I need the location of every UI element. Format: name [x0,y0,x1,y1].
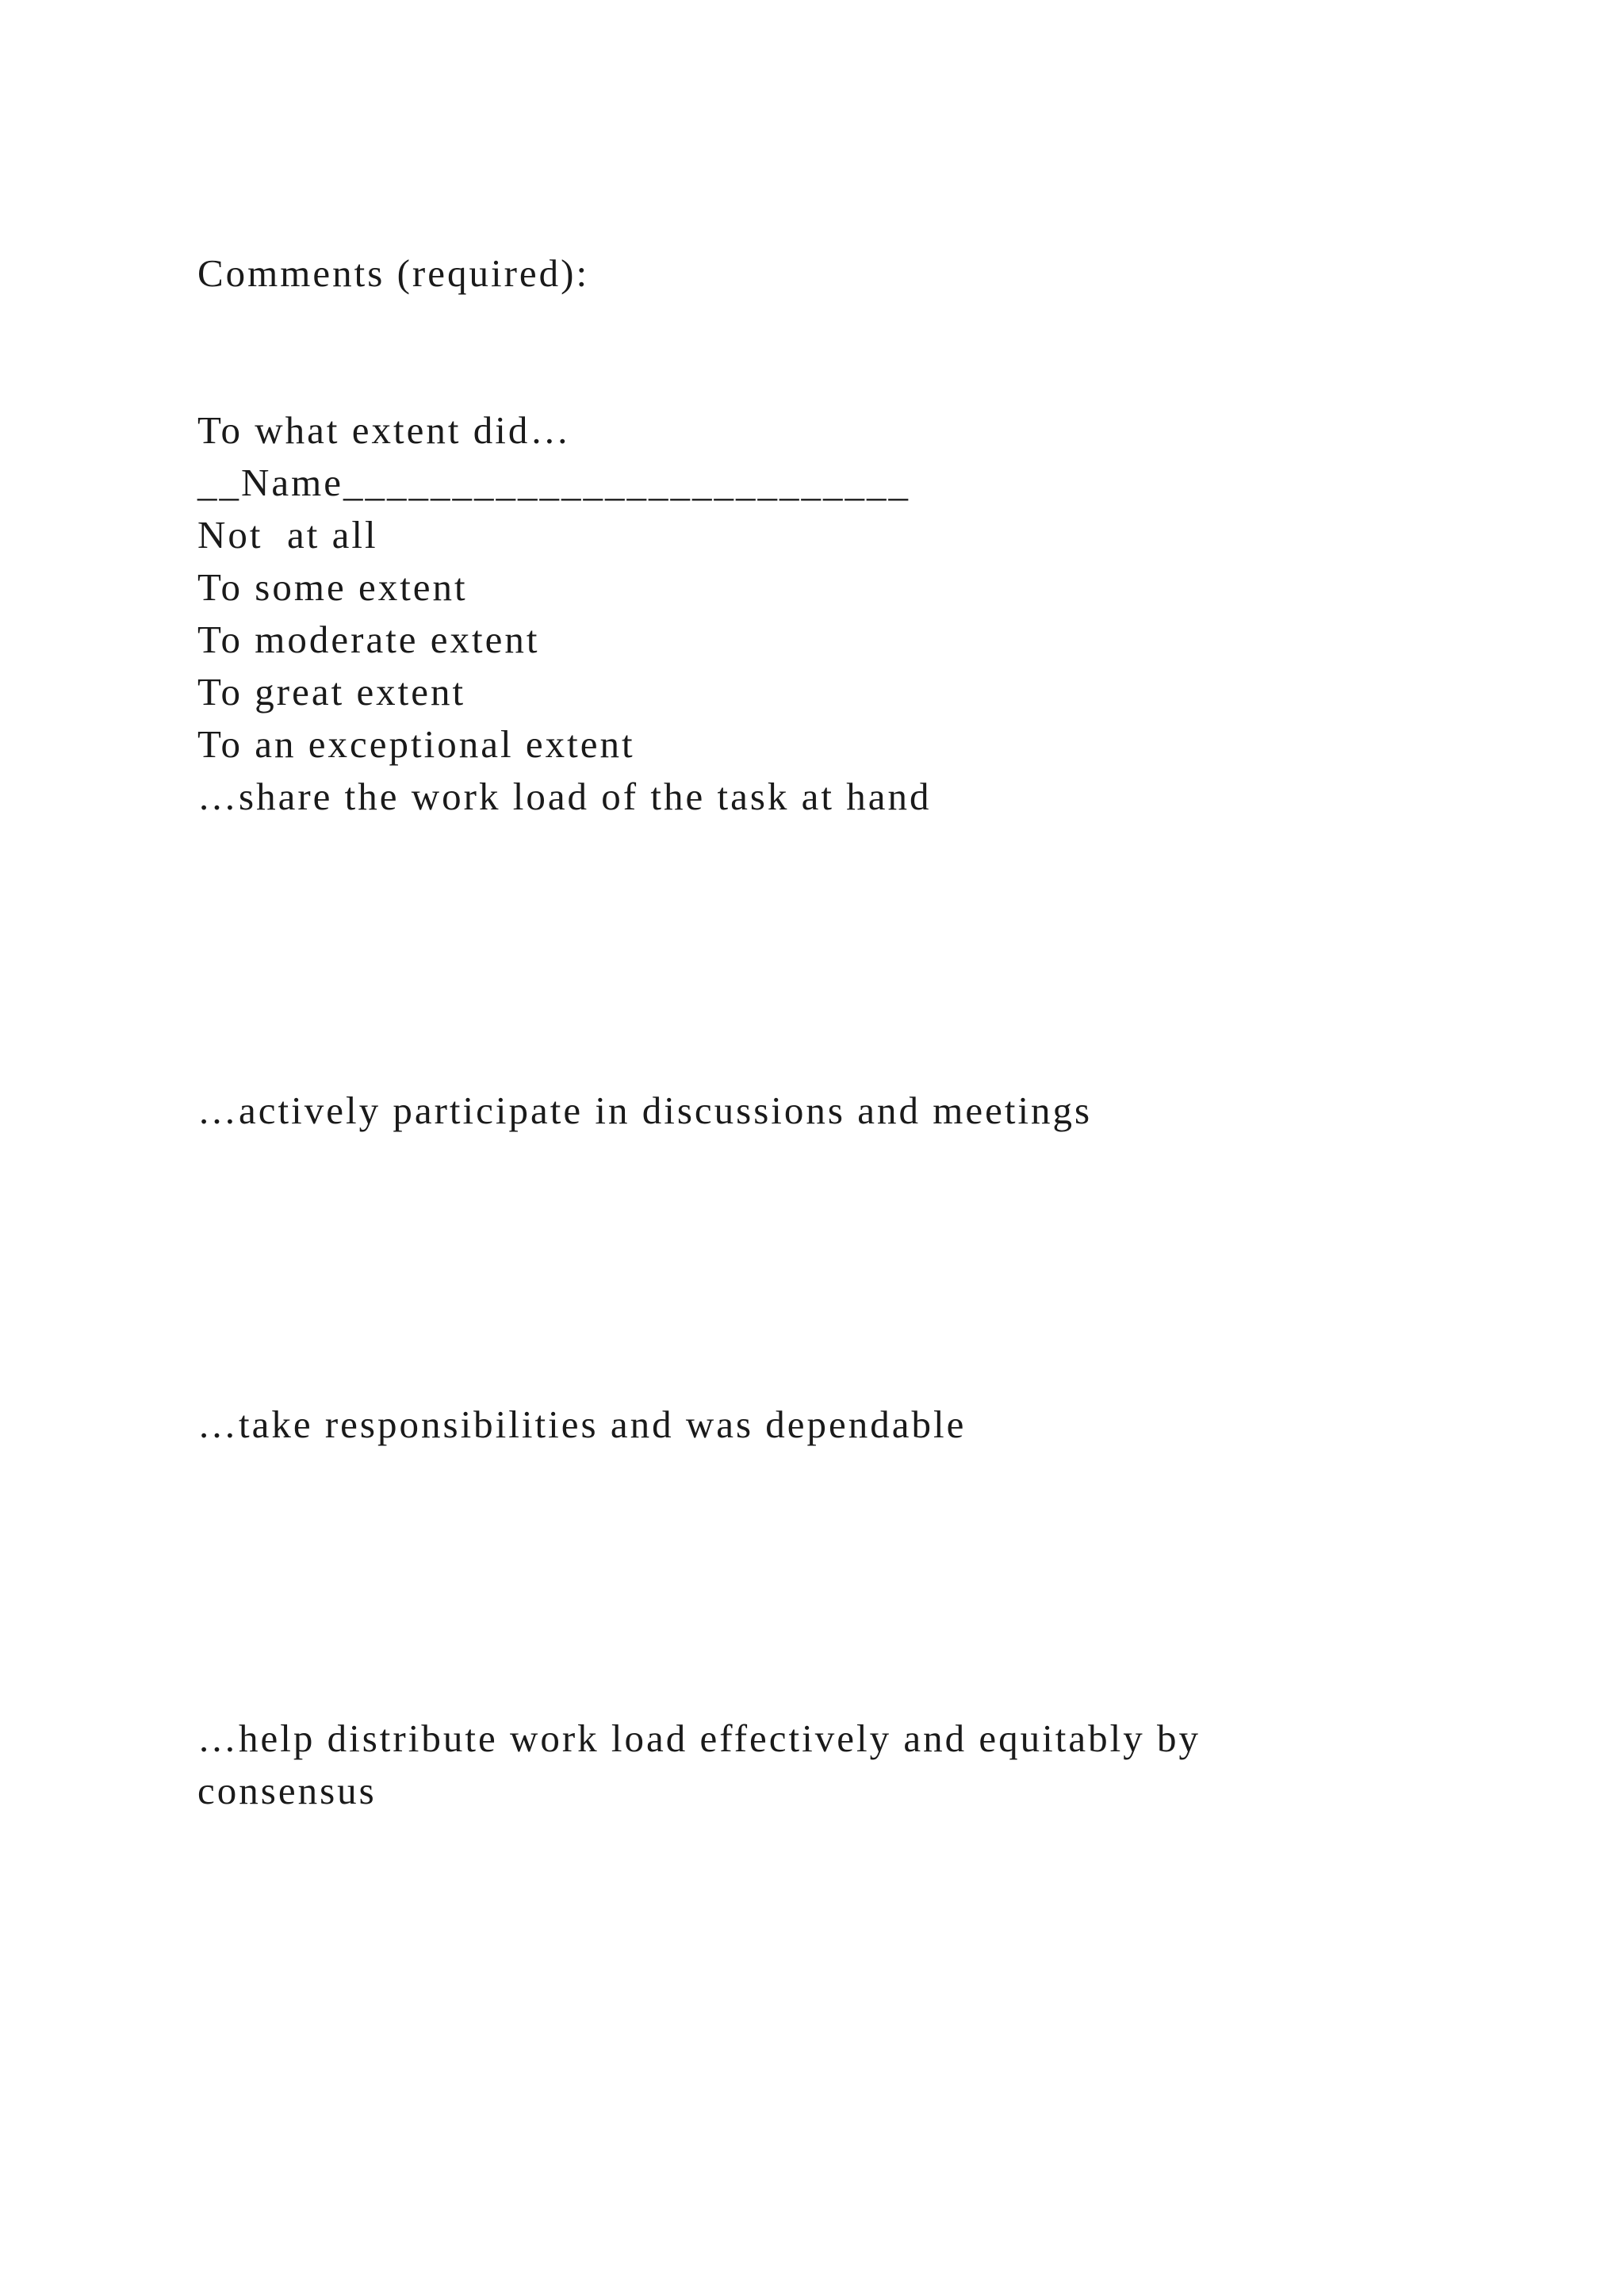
scale-option-some-extent: To some extent [197,565,468,609]
criterion-share-workload: …share the work load of the task at hand [197,775,932,818]
scale-option-not-at-all: Not at all [197,513,378,557]
criterion-distribute-workload: …help distribute work load effectively and equitably by consensus [197,1716,1201,1812]
comments-label: Comments (required): [197,251,590,295]
scale-option-great-extent: To great extent [197,670,466,714]
question-intro: To what extent did… [197,408,572,452]
scale-option-moderate-extent: To moderate extent [197,618,540,661]
name-field: __Name__________________________ [197,461,910,504]
criterion-responsibilities: …take responsibilities and was dependable [197,1402,967,1446]
scale-option-exceptional-extent: To an exceptional extent [197,722,635,766]
criterion-participate: …actively participate in discussions and meetings [197,1089,1093,1132]
